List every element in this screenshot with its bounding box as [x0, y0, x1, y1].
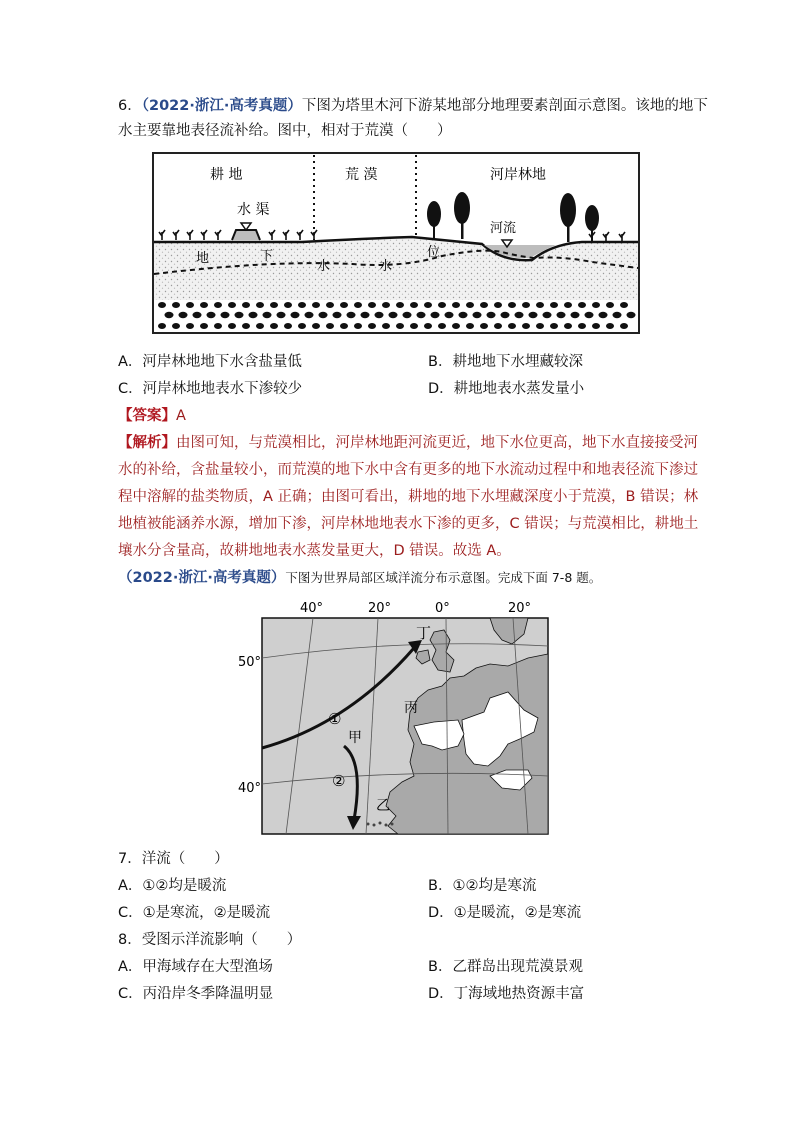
analysis-label: 【解析】 — [118, 435, 176, 451]
q7-option-b: B．①②均是寒流 — [428, 878, 537, 894]
q7-option-c: C．①是寒流，②是暖流 — [118, 905, 271, 921]
canal — [232, 230, 260, 240]
q6-option-d: D．耕地地表水蒸发量小 — [428, 381, 585, 397]
mark-current-2: ② — [332, 772, 346, 790]
gw-char-1: 地 — [196, 251, 210, 266]
gw-char-3: 水 — [317, 259, 331, 274]
canal-label: 水 渠 — [237, 202, 270, 218]
q6-stem-line1 — [118, 96, 708, 116]
analysis-line-1 — [118, 433, 698, 453]
zone-label-desert: 荒 漠 — [345, 167, 378, 183]
q7-option-a: A．①②均是暖流 — [118, 878, 227, 894]
lon-label-20w: 20° — [368, 601, 392, 616]
gw-char-2: 下 — [260, 249, 274, 264]
river-label: 河流 — [490, 221, 517, 236]
group-stem-text: 下图为世界局部区域洋流分布示意图。完成下面 7-8 题。 — [285, 570, 602, 585]
mark-ding: 丁 — [416, 624, 432, 642]
mark-current-1: ① — [328, 710, 342, 728]
q6-source: （2022·浙江·高考真题） — [141, 98, 302, 114]
answer-label: 【答案】 — [118, 408, 176, 424]
q8-option-d: D．丁海域地热资源丰富 — [428, 986, 585, 1002]
lat-label-50: 50° — [238, 655, 262, 670]
lon-label-40w: 40° — [300, 601, 324, 616]
q8-stem: 8．受图示洋流影响（ ） — [118, 932, 302, 948]
q6-stem-line2 — [118, 121, 452, 141]
analysis-line-3: 程中溶解的盐类物质，A 正确；由图可看出，耕地的地下水埋藏深度小于荒漠，B 错误；林 — [118, 489, 699, 505]
analysis-text-1: 由图可知，与荒漠相比，河岸林地距河流更近，地下水位更高，地下水直接接受河 — [176, 435, 698, 451]
gw-char-4: 水 — [379, 259, 393, 274]
q8-option-c: C．丙沿岸冬季降温明显 — [118, 986, 274, 1002]
profile-figure — [152, 152, 640, 334]
q6-number: 6． — [118, 98, 142, 114]
group-stem — [118, 568, 601, 588]
mark-bing: 丙 — [404, 700, 418, 716]
q6-option-a: A．河岸林地地下水含盐量低 — [118, 354, 302, 370]
q6-answer — [118, 406, 186, 426]
q6-option-c: C．河岸林地地表水下渗较少 — [118, 381, 303, 397]
lon-label-0: 0° — [435, 601, 450, 616]
ocean-current-map — [228, 594, 558, 838]
lon-label-20e: 20° — [508, 601, 532, 616]
q7-stem: 7．洋流（ ） — [118, 851, 229, 867]
mark-yi: 乙 — [376, 798, 390, 814]
analysis-line-5: 壤水分含量高，故耕地地表水蒸发量更大，D 错误。故选 A。 — [118, 543, 511, 559]
q7-option-d: D．①是暖流，②是寒流 — [428, 905, 582, 921]
q8-option-a: A．甲海域存在大型渔场 — [118, 959, 273, 975]
zone-label-farmland: 耕 地 — [210, 167, 243, 183]
mark-jia: 甲 — [348, 730, 362, 746]
analysis-line-4: 地植被能涵养水源，增加下渗，河岸林地地表水下渗的更多，C 错误；与荒漠相比，耕地土 — [118, 516, 699, 532]
gw-char-5: 位 — [427, 245, 441, 260]
q6-stem-text1: 下图为塔里木河下游某地部分地理要素剖面示意图。该地的地下 — [301, 98, 708, 114]
group-source: （2022·浙江·高考真题） — [118, 570, 286, 586]
zone-label-riparian: 河岸林地 — [490, 167, 546, 183]
lat-label-40: 40° — [238, 781, 262, 796]
analysis-line-2: 水的补给，含盐量较小，而荒漠的地下水中含有更多的地下水流动过程中和地表径流下渗过 — [118, 462, 698, 478]
q6-option-b: B．耕地地下水埋藏较深 — [428, 354, 583, 370]
q6-stem-text2: 水主要靠地表径流补给。图中，相对于荒漠（ ） — [118, 123, 452, 139]
answer-value: A — [176, 408, 186, 424]
q8-option-b: B．乙群岛出现荒漠景观 — [428, 959, 583, 975]
